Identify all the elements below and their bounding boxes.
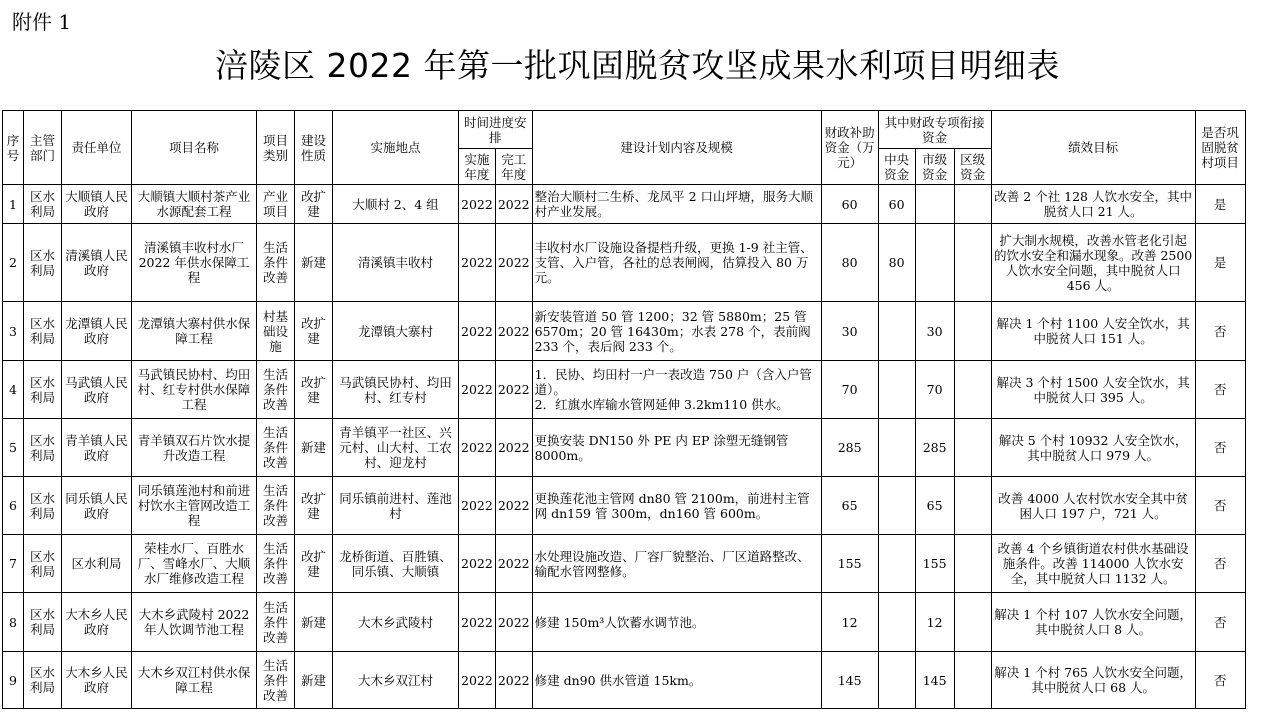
cell-city: 65 (915, 477, 954, 535)
cell-category: 生活条件改善 (257, 224, 295, 302)
cell-city: 155 (915, 535, 954, 593)
cell-start: 2022 (459, 361, 496, 419)
header-location: 实施地点 (333, 111, 459, 185)
cell-district (954, 361, 991, 419)
cell-central (878, 419, 915, 477)
cell-village: 否 (1195, 361, 1245, 419)
cell-nature: 新建 (295, 419, 333, 477)
cell-unit: 大木乡人民政府 (62, 593, 132, 652)
header-village: 是否巩固脱贫村项目 (1195, 111, 1245, 185)
cell-dept: 区水利局 (24, 535, 62, 593)
cell-funds: 60 (821, 185, 878, 224)
cell-funds: 65 (821, 477, 878, 535)
cell-funds: 70 (821, 361, 878, 419)
cell-name: 荣桂水厂、百胜水厂、雪峰水厂、大顺水厂维修改造工程 (132, 535, 257, 593)
cell-central (878, 477, 915, 535)
cell-category: 生活条件改善 (257, 652, 295, 709)
cell-end: 2022 (495, 302, 532, 361)
cell-unit: 清溪镇人民政府 (62, 224, 132, 302)
cell-start: 2022 (459, 652, 496, 709)
cell-location: 清溪镇丰收村 (333, 224, 459, 302)
cell-location: 龙桥街道、百胜镇、同乐镇、大顺镇 (333, 535, 459, 593)
cell-goal: 改善 2 个社 128 人饮水安全，其中脱贫人口 21 人。 (991, 185, 1195, 224)
cell-plan: 更换莲花池主管网 dn80 管 2100m，前进村主管网 dn159 管 300m，dn160 管 600m。 (532, 477, 821, 535)
cell-plan: 修建 150m³人饮蓄水调节池。 (532, 593, 821, 652)
annex-label: 附件 1 (12, 10, 72, 34)
cell-village: 否 (1195, 477, 1245, 535)
header-name: 项目名称 (132, 111, 257, 185)
cell-end: 2022 (495, 361, 532, 419)
header-goal: 绩效目标 (991, 111, 1195, 185)
header-start-year: 实施年度 (459, 149, 496, 185)
cell-funds: 285 (821, 419, 878, 477)
cell-goal: 扩大制水规模，改善水管老化引起的饮水安全和漏水现象。改善 2500 人饮水安全问题，其中脱贫人口 456 人。 (991, 224, 1195, 302)
cell-nature: 改扩建 (295, 477, 333, 535)
cell-plan: 新安装管道 50 管 1200；32 管 5880m；25 管 6570m；20 管 16430m；水表 278 个，表前阀 233 个，表后阀 233 个。 (532, 302, 821, 361)
cell-funds: 12 (821, 593, 878, 652)
header-seq: 序号 (3, 111, 24, 185)
header-end-year: 完工年度 (495, 149, 532, 185)
table-body (3, 185, 1246, 709)
cell-goal: 改善 4 个乡镇街道农村供水基础设施条件。改善 114000 人饮水安全，其中脱贫人口 1132 人。 (991, 535, 1195, 593)
cell-end: 2022 (495, 652, 532, 709)
cell-category: 生活条件改善 (257, 419, 295, 477)
cell-goal: 解决 1 个村 765 人饮水安全问题，其中脱贫人口 68 人。 (991, 652, 1195, 709)
cell-name: 清溪镇丰收村水厂 2022 年供水保障工程 (132, 224, 257, 302)
cell-start: 2022 (459, 477, 496, 535)
table-row (3, 477, 1246, 535)
cell-end: 2022 (495, 419, 532, 477)
cell-name: 青羊镇双石片饮水提升改造工程 (132, 419, 257, 477)
cell-name: 大木乡双江村供水保障工程 (132, 652, 257, 709)
cell-village: 否 (1195, 593, 1245, 652)
cell-end: 2022 (495, 593, 532, 652)
cell-goal: 解决 5 个村 10932 人安全饮水，其中脱贫人口 979 人。 (991, 419, 1195, 477)
cell-district (954, 185, 991, 224)
cell-location: 青羊镇平一社区、兴元村、山大村、工农村、迎龙村 (333, 419, 459, 477)
cell-central (878, 361, 915, 419)
cell-plan: 水处理设施改造、厂容厂貌整治、厂区道路整改、输配水管网整修。 (532, 535, 821, 593)
cell-plan: 丰收村水厂设施设备提档升级，更换 1-9 社主管、支管、入户管，各社的总表闸阀，估算投入 80 万元。 (532, 224, 821, 302)
cell-village: 否 (1195, 535, 1245, 593)
cell-village: 否 (1195, 302, 1245, 361)
cell-plan: 修建 dn90 供水管道 15km。 (532, 652, 821, 709)
cell-start: 2022 (459, 419, 496, 477)
cell-location: 大木乡双江村 (333, 652, 459, 709)
cell-village: 否 (1195, 419, 1245, 477)
cell-unit: 龙潭镇人民政府 (62, 302, 132, 361)
cell-location: 大顺村 2、4 组 (333, 185, 459, 224)
table-row (3, 361, 1246, 419)
cell-city: 70 (915, 361, 954, 419)
cell-end: 2022 (495, 477, 532, 535)
cell-location: 马武镇民协村、均田村、红专村 (333, 361, 459, 419)
cell-name: 同乐镇莲池村和前进村饮水主管网改造工程 (132, 477, 257, 535)
cell-unit: 大顺镇人民政府 (62, 185, 132, 224)
cell-goal: 解决 1 个村 1100 人安全饮水，其中脱贫人口 151 人。 (991, 302, 1195, 361)
header-nature: 建设性质 (295, 111, 333, 185)
cell-goal: 解决 1 个村 107 人饮水安全问题，其中脱贫人口 8 人。 (991, 593, 1195, 652)
cell-district (954, 652, 991, 709)
cell-central (878, 535, 915, 593)
cell-goal: 解决 3 个村 1500 人安全饮水，其中脱贫人口 395 人。 (991, 361, 1195, 419)
cell-dept: 区水利局 (24, 593, 62, 652)
cell-unit: 同乐镇人民政府 (62, 477, 132, 535)
cell-village: 否 (1195, 652, 1245, 709)
table-row (3, 535, 1246, 593)
cell-funds: 30 (821, 302, 878, 361)
cell-district (954, 224, 991, 302)
cell-district (954, 535, 991, 593)
cell-dept: 区水利局 (24, 302, 62, 361)
cell-village: 是 (1195, 185, 1245, 224)
cell-start: 2022 (459, 185, 496, 224)
cell-location: 大木乡武陵村 (333, 593, 459, 652)
table-row (3, 302, 1246, 361)
cell-central (878, 652, 915, 709)
table-row (3, 593, 1246, 652)
cell-central (878, 302, 915, 361)
cell-dept: 区水利局 (24, 361, 62, 419)
cell-city (915, 185, 954, 224)
cell-plan: 更换安装 DN150 外 PE 内 EP 涂塑无缝钢管 8000m。 (532, 419, 821, 477)
table-row (3, 224, 1246, 302)
cell-category: 生活条件改善 (257, 535, 295, 593)
cell-name: 大顺镇大顺村茶产业水源配套工程 (132, 185, 257, 224)
cell-nature: 新建 (295, 652, 333, 709)
header-category: 项目类别 (257, 111, 295, 185)
cell-nature: 改扩建 (295, 361, 333, 419)
cell-name: 龙潭镇大寨村供水保障工程 (132, 302, 257, 361)
cell-dept: 区水利局 (24, 477, 62, 535)
cell-seq: 9 (3, 652, 24, 709)
cell-dept: 区水利局 (24, 224, 62, 302)
cell-district (954, 302, 991, 361)
cell-goal: 改善 4000 人农村饮水安全其中贫困人口 197 户，721 人。 (991, 477, 1195, 535)
header-central: 中央资金 (878, 149, 915, 185)
cell-end: 2022 (495, 185, 532, 224)
cell-nature: 改扩建 (295, 535, 333, 593)
table-row (3, 652, 1246, 709)
cell-start: 2022 (459, 535, 496, 593)
cell-funds: 145 (821, 652, 878, 709)
cell-city: 30 (915, 302, 954, 361)
cell-location: 同乐镇前进村、莲池村 (333, 477, 459, 535)
header-unit: 责任单位 (62, 111, 132, 185)
page-title: 涪陵区 2022 年第一批巩固脱贫攻坚成果水利项目明细表 (215, 46, 1060, 85)
cell-category: 生活条件改善 (257, 593, 295, 652)
cell-district (954, 593, 991, 652)
header-plan: 建设计划内容及规模 (532, 111, 821, 185)
cell-category: 产业项目 (257, 185, 295, 224)
cell-dept: 区水利局 (24, 185, 62, 224)
cell-plan: 1．民协、均田村一户一表改造 750 户（含入户管道）。 2．红旗水库输水管网延伸 3.2km110 供水。 (532, 361, 821, 419)
cell-nature: 新建 (295, 593, 333, 652)
header-special-funds: 其中财政专项衔接资金 (878, 111, 991, 149)
cell-city: 12 (915, 593, 954, 652)
cell-start: 2022 (459, 224, 496, 302)
cell-city: 285 (915, 419, 954, 477)
cell-unit: 青羊镇人民政府 (62, 419, 132, 477)
cell-funds: 80 (821, 224, 878, 302)
header-schedule: 时间进度安排 (459, 111, 533, 149)
cell-district (954, 419, 991, 477)
cell-unit: 大木乡人民政府 (62, 652, 132, 709)
cell-city: 145 (915, 652, 954, 709)
cell-nature: 新建 (295, 224, 333, 302)
cell-funds: 155 (821, 535, 878, 593)
cell-seq: 6 (3, 477, 24, 535)
cell-seq: 8 (3, 593, 24, 652)
header-funds: 财政补助资金（万元） (821, 111, 878, 185)
cell-central: 80 (878, 224, 915, 302)
cell-category: 生活条件改善 (257, 477, 295, 535)
cell-dept: 区水利局 (24, 652, 62, 709)
header-dept: 主管部门 (24, 111, 62, 185)
cell-unit: 马武镇人民政府 (62, 361, 132, 419)
cell-name: 大木乡武陵村 2022 年人饮调节池工程 (132, 593, 257, 652)
table-row (3, 185, 1246, 224)
header-district: 区级资金 (954, 149, 991, 185)
cell-nature: 改扩建 (295, 302, 333, 361)
cell-seq: 3 (3, 302, 24, 361)
cell-plan: 整治大顺村二生桥、龙凤平 2 口山坪塘，服务大顺村产业发展。 (532, 185, 821, 224)
cell-village: 是 (1195, 224, 1245, 302)
cell-category: 村基础设施 (257, 302, 295, 361)
cell-seq: 1 (3, 185, 24, 224)
cell-seq: 5 (3, 419, 24, 477)
cell-unit: 区水利局 (62, 535, 132, 593)
cell-central: 60 (878, 185, 915, 224)
cell-end: 2022 (495, 535, 532, 593)
table-row (3, 419, 1246, 477)
header-city: 市级资金 (915, 149, 954, 185)
project-table (2, 110, 1246, 709)
cell-category: 生活条件改善 (257, 361, 295, 419)
cell-seq: 4 (3, 361, 24, 419)
cell-name: 马武镇民协村、均田村、红专村供水保障工程 (132, 361, 257, 419)
cell-city (915, 224, 954, 302)
cell-dept: 区水利局 (24, 419, 62, 477)
cell-end: 2022 (495, 224, 532, 302)
cell-location: 龙潭镇大寨村 (333, 302, 459, 361)
cell-start: 2022 (459, 302, 496, 361)
cell-seq: 2 (3, 224, 24, 302)
cell-district (954, 477, 991, 535)
cell-nature: 改扩建 (295, 185, 333, 224)
cell-start: 2022 (459, 593, 496, 652)
cell-central (878, 593, 915, 652)
cell-seq: 7 (3, 535, 24, 593)
